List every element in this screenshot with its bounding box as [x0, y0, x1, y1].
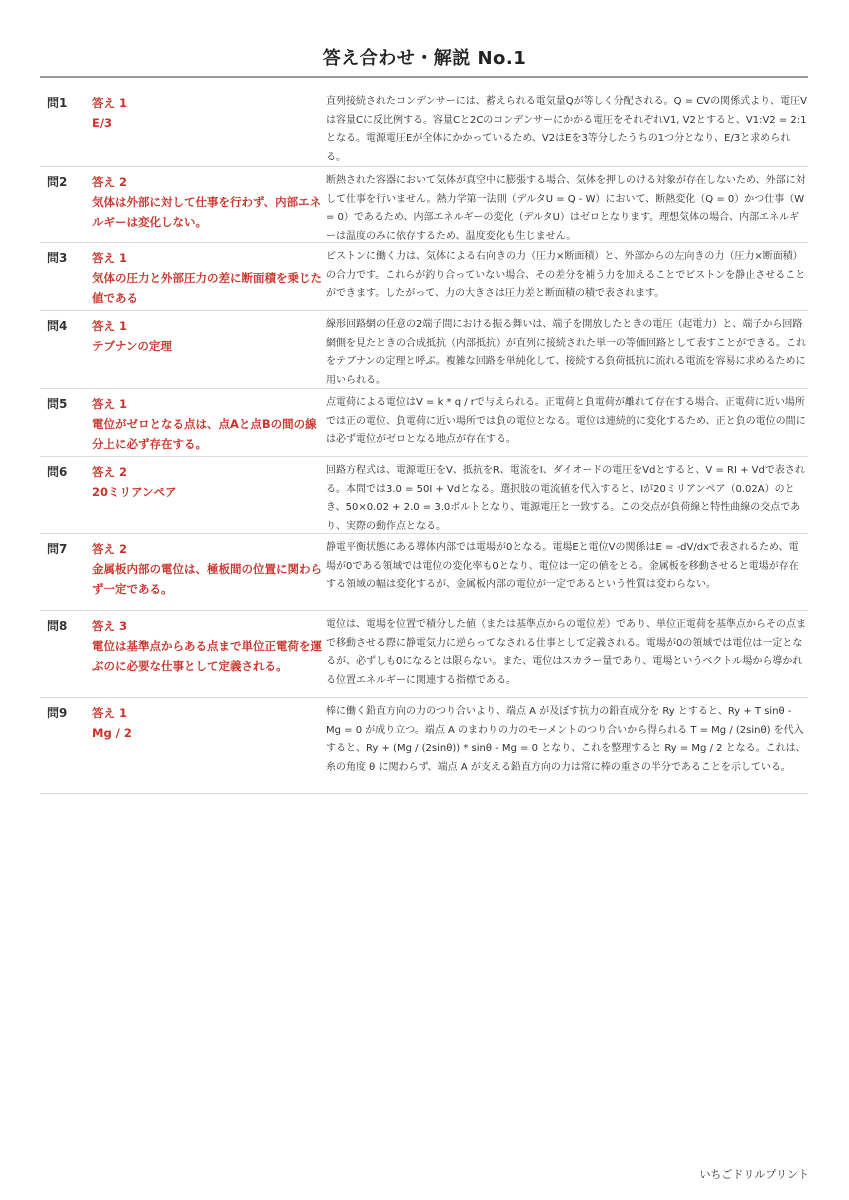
answer-label: 答え 2 — [92, 175, 128, 189]
answer-text: 電位は基準点からある点まで単位正電荷を運ぶのに必要な仕事として定義される。 — [92, 639, 322, 673]
answer-row — [40, 88, 808, 167]
answer-text: 気体は外部に対して仕事を行わず、内部エネルギーは変化しない。 — [92, 195, 322, 229]
answer-text: 金属板内部の電位は、極板間の位置に関わらず一定である。 — [92, 562, 322, 596]
answer-column — [92, 243, 326, 310]
footer-brand: いちごドリルプリント — [699, 1168, 809, 1181]
answer-text: Mg / 2 — [92, 726, 132, 740]
answer-label: 答え 1 — [92, 706, 128, 720]
explanation-text: 電位は、電場を位置で積分した値（または基準点からの電位差）であり、単位正電荷を基準点からその点まで移動させる際に静電気力に逆らってなされる仕事として定義される。電場が0の領域では電位は一定となるが、必ずしも0になるとは限らない。また、電位はスカラー量であり、電場というベクトル場から導かれる位置エネルギーに関連する指標である。 — [326, 619, 806, 686]
answer-column — [92, 167, 326, 242]
answer-text: テブナンの定理 — [92, 339, 172, 353]
answer-row — [40, 534, 808, 611]
question-number: 問5 — [47, 397, 68, 411]
question-number: 問2 — [47, 175, 68, 189]
answer-row — [40, 243, 808, 311]
answer-label: 答え 2 — [92, 542, 128, 556]
question-number: 問9 — [47, 706, 68, 720]
question-number: 問4 — [47, 319, 68, 333]
answer-list — [40, 88, 808, 794]
answer-column — [92, 311, 326, 388]
question-number: 問6 — [47, 465, 68, 479]
answer-column — [92, 611, 326, 697]
answer-row — [40, 611, 808, 698]
answer-row — [40, 311, 808, 389]
answer-text: 電位がゼロとなる点は、点Aと点Bの間の線分上に必ず存在する。 — [92, 417, 317, 451]
title-divider — [40, 76, 808, 78]
answer-label: 答え 1 — [92, 96, 128, 110]
answer-text: 気体の圧力と外部圧力の差に断面積を乗じた値である — [92, 271, 322, 305]
answer-column — [92, 698, 326, 793]
answer-row — [40, 167, 808, 243]
explanation-text: ピストンに働く力は、気体による右向きの力（圧力×断面積）と、外部からの左向きの力（圧力×断面積）の合力です。これらが釣り合っていない場合、その差分を補う力を加えることでピストンを静止させることができます。したがって、力の大きさは圧力差と断面積の積で表されます。 — [326, 251, 806, 299]
answer-row — [40, 698, 808, 794]
question-number: 問7 — [47, 542, 68, 556]
explanation-text: 静電平衡状態にある導体内部では電場が0となる。電場Eと電位Vの関係はE = -dV/dxで表されるため、電場が0である領域では電位の変化率も0となり、電位は一定の値をとる。金属板を移動させると電場が存在する領域の幅は変化するが、金属板内部の電位が一定であるという性質は変わらない。 — [326, 542, 799, 590]
answer-text: 20ミリアンペア — [92, 485, 177, 499]
explanation-text: 直列接続されたコンデンサーには、蓄えられる電気量Qが等しく分配される。Q = CVの関係式より、電圧Vは容量Cに反比例する。容量Cと2Cのコンデンサーにかかる電圧をそれぞれV1, V2とすると、V1:V2 = 2:1となる。電源電圧Eが全体にかかっているため、V2はEを3等分したうちの1つ分となり、E/3と求められる。 — [326, 96, 807, 163]
answer-column — [92, 88, 326, 166]
answer-text: E/3 — [92, 116, 113, 130]
answer-label: 答え 2 — [92, 465, 128, 479]
explanation-text: 棒に働く鉛直方向の力のつり合いより、端点 A が及ぼす抗力の鉛直成分を Ry とすると、Ry + T sinθ - Mg = 0 が成り立つ。端点 A のまわりの力のモーメントのつり合いから得られる T = Mg / (2sinθ) を代入すると、Ry + (Mg / (2sinθ)) * sinθ - Mg = 0 となり、これを整理すると Ry = Mg / 2 となる。これは、糸の角度 θ に関わらず、端点 A が支える鉛直方向の力は常に棒の重さの半分であることを示している。 — [326, 706, 806, 773]
answer-label: 答え 1 — [92, 251, 128, 265]
explanation-text: 回路方程式は、電源電圧をV、抵抗をR、電流をI、ダイオードの電圧をVdとすると、V = RI + Vdで表される。本問では3.0 = 50I + Vdとなる。選択肢の電流値を代入すると、Iが20ミリアンペア（0.02A）のとき、50×0.02 + 2.0 = 3.0ボルトとなり、電源電圧と一致する。この交点が負荷線と特性曲線の交点であり、実際の動作点となる。 — [326, 465, 805, 532]
question-number: 問3 — [47, 251, 68, 265]
explanation-text: 点電荷による電位はV = k * q / rで与えられる。正電荷と負電荷が離れて存在する場合、正電荷に近い場所では正の電位、負電荷に近い場所では負の電位となる。電位は連続的に変化するため、正と負の電位の間には必ず電位がゼロとなる地点が存在する。 — [326, 397, 806, 445]
answer-row — [40, 389, 808, 457]
answer-column — [92, 534, 326, 610]
explanation-text: 断熱された容器において気体が真空中に膨張する場合、気体を押しのける対象が存在しないため、外部に対して仕事を行いません。熱力学第一法則（デルタU = Q - W）において、断熱変化（Q = 0）かつ仕事（W = 0）であるため、内部エネルギーの変化（デルタU）はゼロとなります。理想気体の場合、内部エネルギーは温度のみに依存するため、温度変化も生じません。 — [326, 175, 806, 242]
answer-column — [92, 389, 326, 456]
explanation-text: 線形回路網の任意の2端子間における振る舞いは、端子を開放したときの電圧（起電力）と、端子から回路網側を見たときの合成抵抗（内部抵抗）が直列に接続された単一の等価回路として表すことができる。これをテブナンの定理と呼ぶ。複雑な回路を単純化して、接続する負荷抵抗に流れる電流を容易に求めるために用いられる。 — [326, 319, 806, 386]
question-number: 問8 — [47, 619, 68, 633]
page-title: 答え合わせ・解説 No.1 — [322, 48, 527, 69]
answer-label: 答え 3 — [92, 619, 128, 633]
answer-row — [40, 457, 808, 534]
question-number: 問1 — [47, 96, 68, 110]
answer-column — [92, 457, 326, 533]
answer-label: 答え 1 — [92, 397, 128, 411]
answer-label: 答え 1 — [92, 319, 128, 333]
